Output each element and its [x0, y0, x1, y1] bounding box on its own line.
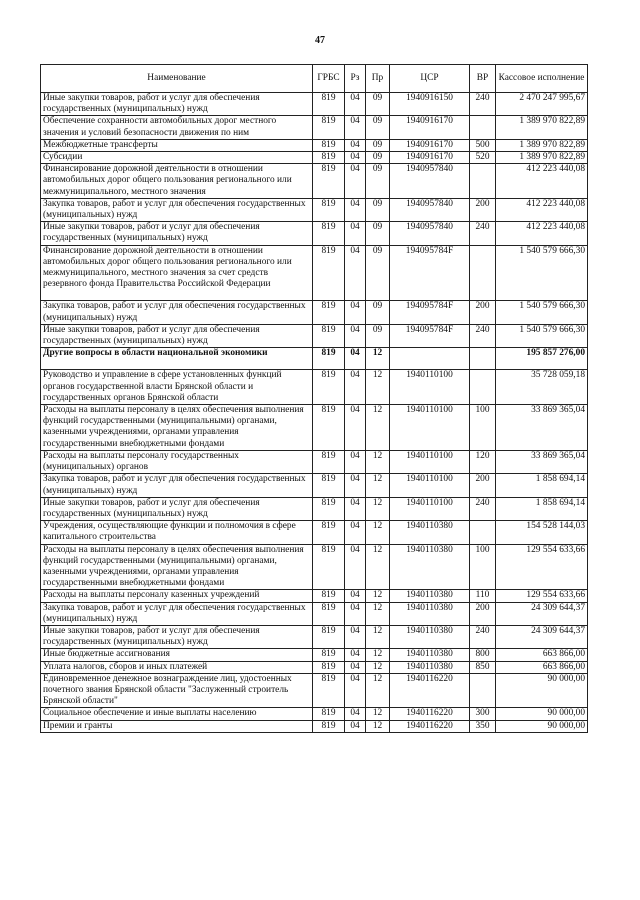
cell-grbs: 819 — [313, 405, 345, 451]
cell-name: Обеспечение сохранности автомобильных дорог местного значения и условий безопасности движения по ним — [41, 116, 313, 139]
cell-pr: 12 — [366, 544, 390, 590]
cell-csr: 194095784F — [390, 301, 470, 324]
cell-vr — [470, 164, 496, 199]
table-row — [41, 450, 588, 473]
cell-grbs: 819 — [313, 152, 345, 164]
cell-name: Расходы на выплаты персоналу казенных учреждений — [41, 590, 313, 602]
cell-csr: 194095784F — [390, 324, 470, 347]
table-row — [41, 521, 588, 544]
table-header-row — [41, 65, 588, 93]
cell-rz: 04 — [345, 673, 366, 708]
cell-amount: 1 389 970 822,89 — [496, 152, 588, 164]
cell-rz: 04 — [345, 497, 366, 520]
cell-amount: 90 000,00 — [496, 673, 588, 708]
cell-pr: 12 — [366, 450, 390, 473]
table-row — [41, 348, 588, 370]
header-name: Наименование — [41, 65, 313, 93]
cell-name: Уплата налогов, сборов и иных платежей — [41, 661, 313, 673]
cell-amount: 1 858 694,14 — [496, 474, 588, 497]
table-row — [41, 198, 588, 221]
cell-csr: 1940116220 — [390, 708, 470, 720]
cell-name: Социальное обеспечение и иные выплаты населению — [41, 708, 313, 720]
table-row — [41, 590, 588, 602]
cell-pr: 12 — [366, 474, 390, 497]
header-grbs: ГРБС — [313, 65, 345, 93]
cell-name: Иные закупки товаров, работ и услуг для обеспечения государственных (муниципальных) нужд — [41, 324, 313, 347]
table-row — [41, 139, 588, 151]
cell-pr: 12 — [366, 708, 390, 720]
cell-grbs: 819 — [313, 116, 345, 139]
table-row — [41, 720, 588, 732]
cell-pr: 09 — [366, 198, 390, 221]
cell-csr: 1940957840 — [390, 222, 470, 245]
cell-name: Расходы на выплаты персоналу в целях обеспечения выполнения функций государственными (муниципальными) органами, казенными учреждениями, органами управления государственными внебюджетными фондами — [41, 544, 313, 590]
cell-csr: 1940916170 — [390, 152, 470, 164]
cell-csr: 1940110380 — [390, 590, 470, 602]
cell-csr: 1940110100 — [390, 405, 470, 451]
cell-rz: 04 — [345, 521, 366, 544]
cell-rz: 04 — [345, 116, 366, 139]
table-row — [41, 649, 588, 661]
table-row — [41, 93, 588, 116]
cell-grbs: 819 — [313, 348, 345, 370]
cell-pr: 12 — [366, 673, 390, 708]
cell-name: Закупка товаров, работ и услуг для обеспечения государственных (муниципальных) нужд — [41, 474, 313, 497]
table-row — [41, 661, 588, 673]
cell-rz: 04 — [345, 222, 366, 245]
cell-csr: 1940110100 — [390, 370, 470, 405]
cell-rz: 04 — [345, 474, 366, 497]
header-pr: Пр — [366, 65, 390, 93]
cell-amount: 154 528 144,03 — [496, 521, 588, 544]
cell-amount: 90 000,00 — [496, 708, 588, 720]
header-amount: Кассовое исполнение — [496, 65, 588, 93]
table-row — [41, 673, 588, 708]
cell-rz: 04 — [345, 720, 366, 732]
cell-grbs: 819 — [313, 301, 345, 324]
cell-csr — [390, 348, 470, 370]
cell-csr: 1940116220 — [390, 673, 470, 708]
cell-amount: 24 309 644,37 — [496, 625, 588, 648]
cell-pr: 12 — [366, 590, 390, 602]
cell-vr: 850 — [470, 661, 496, 673]
cell-csr: 194095784F — [390, 245, 470, 301]
cell-rz: 04 — [345, 590, 366, 602]
cell-grbs: 819 — [313, 450, 345, 473]
cell-pr: 12 — [366, 625, 390, 648]
cell-amount: 663 866,00 — [496, 661, 588, 673]
cell-name: Иные бюджетные ассигнования — [41, 649, 313, 661]
cell-name: Закупка товаров, работ и услуг для обеспечения государственных (муниципальных) нужд — [41, 602, 313, 625]
cell-csr: 1940110100 — [390, 497, 470, 520]
cell-vr: 520 — [470, 152, 496, 164]
cell-grbs: 819 — [313, 164, 345, 199]
cell-vr: 500 — [470, 139, 496, 151]
cell-amount: 1 540 579 666,30 — [496, 301, 588, 324]
cell-pr: 12 — [366, 602, 390, 625]
cell-vr — [470, 370, 496, 405]
cell-name: Межбюджетные трансферты — [41, 139, 313, 151]
table-row — [41, 324, 588, 347]
cell-csr: 1940110380 — [390, 521, 470, 544]
cell-grbs: 819 — [313, 93, 345, 116]
cell-pr: 09 — [366, 116, 390, 139]
table-row — [41, 370, 588, 405]
cell-csr: 1940110100 — [390, 450, 470, 473]
cell-vr: 300 — [470, 708, 496, 720]
cell-rz: 04 — [345, 625, 366, 648]
cell-vr: 200 — [470, 301, 496, 324]
cell-vr: 200 — [470, 198, 496, 221]
cell-rz: 04 — [345, 245, 366, 301]
cell-csr: 1940110100 — [390, 474, 470, 497]
cell-pr: 12 — [366, 348, 390, 370]
table-row — [41, 301, 588, 324]
table-row — [41, 708, 588, 720]
cell-grbs: 819 — [313, 625, 345, 648]
cell-rz: 04 — [345, 370, 366, 405]
cell-rz: 04 — [345, 324, 366, 347]
cell-amount: 1 540 579 666,30 — [496, 324, 588, 347]
cell-rz: 04 — [345, 708, 366, 720]
cell-rz: 04 — [345, 301, 366, 324]
cell-vr — [470, 245, 496, 301]
cell-vr — [470, 348, 496, 370]
cell-name: Учреждения, осуществляющие функции и полномочия в сфере капитального строительства — [41, 521, 313, 544]
cell-grbs: 819 — [313, 708, 345, 720]
table-row — [41, 625, 588, 648]
cell-amount: 1 540 579 666,30 — [496, 245, 588, 301]
cell-pr: 12 — [366, 370, 390, 405]
table-row — [41, 116, 588, 139]
cell-grbs: 819 — [313, 649, 345, 661]
cell-pr: 09 — [366, 301, 390, 324]
cell-amount: 24 309 644,37 — [496, 602, 588, 625]
table-row — [41, 245, 588, 301]
cell-vr — [470, 521, 496, 544]
cell-vr: 200 — [470, 602, 496, 625]
cell-pr: 12 — [366, 497, 390, 520]
header-vr: ВР — [470, 65, 496, 93]
cell-amount: 412 223 440,08 — [496, 164, 588, 199]
cell-amount: 35 728 059,18 — [496, 370, 588, 405]
cell-csr: 1940916170 — [390, 139, 470, 151]
cell-grbs: 819 — [313, 720, 345, 732]
cell-rz: 04 — [345, 198, 366, 221]
cell-pr: 12 — [366, 661, 390, 673]
cell-rz: 04 — [345, 405, 366, 451]
cell-amount: 129 554 633,66 — [496, 544, 588, 590]
cell-amount: 129 554 633,66 — [496, 590, 588, 602]
cell-grbs: 819 — [313, 521, 345, 544]
cell-grbs: 819 — [313, 222, 345, 245]
budget-table — [40, 64, 588, 733]
cell-amount: 33 869 365,04 — [496, 450, 588, 473]
cell-rz: 04 — [345, 661, 366, 673]
cell-amount: 195 857 276,00 — [496, 348, 588, 370]
cell-csr: 1940110380 — [390, 625, 470, 648]
cell-amount: 33 869 365,04 — [496, 405, 588, 451]
cell-grbs: 819 — [313, 544, 345, 590]
cell-name: Другие вопросы в области национальной экономики — [41, 348, 313, 370]
cell-name: Расходы на выплаты персоналу государственных (муниципальных) органов — [41, 450, 313, 473]
cell-amount: 412 223 440,08 — [496, 198, 588, 221]
cell-name: Финансирование дорожной деятельности в отношении автомобильных дорог общего пользования регионального или межмуниципального, местного значения за счет средств резервного фонда Правительства Российской Федерации — [41, 245, 313, 301]
cell-grbs: 819 — [313, 474, 345, 497]
cell-amount: 412 223 440,08 — [496, 222, 588, 245]
cell-vr: 100 — [470, 405, 496, 451]
cell-grbs: 819 — [313, 245, 345, 301]
cell-grbs: 819 — [313, 673, 345, 708]
cell-rz: 04 — [345, 544, 366, 590]
table-row — [41, 497, 588, 520]
table-row — [41, 222, 588, 245]
cell-rz: 04 — [345, 450, 366, 473]
table-row — [41, 602, 588, 625]
cell-rz: 04 — [345, 164, 366, 199]
cell-vr: 240 — [470, 497, 496, 520]
cell-csr: 1940110380 — [390, 649, 470, 661]
cell-vr: 240 — [470, 93, 496, 116]
cell-name: Руководство и управление в сфере установленных функций органов государственной власти Брянской области и государственных органов Брянской области — [41, 370, 313, 405]
cell-pr: 09 — [366, 245, 390, 301]
cell-pr: 12 — [366, 405, 390, 451]
header-csr: ЦСР — [390, 65, 470, 93]
cell-vr: 200 — [470, 474, 496, 497]
cell-csr: 1940957840 — [390, 198, 470, 221]
cell-pr: 09 — [366, 222, 390, 245]
cell-csr: 1940916150 — [390, 93, 470, 116]
cell-vr: 240 — [470, 324, 496, 347]
cell-amount: 1 389 970 822,89 — [496, 139, 588, 151]
table-row — [41, 164, 588, 199]
cell-pr: 12 — [366, 720, 390, 732]
cell-pr: 09 — [366, 139, 390, 151]
cell-csr: 1940110380 — [390, 602, 470, 625]
cell-pr: 09 — [366, 164, 390, 199]
cell-rz: 04 — [345, 602, 366, 625]
cell-amount: 663 866,00 — [496, 649, 588, 661]
cell-name: Иные закупки товаров, работ и услуг для обеспечения государственных (муниципальных) нужд — [41, 625, 313, 648]
cell-grbs: 819 — [313, 602, 345, 625]
cell-csr: 1940110380 — [390, 661, 470, 673]
cell-name: Иные закупки товаров, работ и услуг для обеспечения государственных (муниципальных) нужд — [41, 93, 313, 116]
cell-grbs: 819 — [313, 198, 345, 221]
cell-grbs: 819 — [313, 661, 345, 673]
cell-name: Премии и гранты — [41, 720, 313, 732]
cell-vr: 240 — [470, 222, 496, 245]
cell-name: Закупка товаров, работ и услуг для обеспечения государственных (муниципальных) нужд — [41, 198, 313, 221]
cell-grbs: 819 — [313, 497, 345, 520]
cell-name: Единовременное денежное вознаграждение лиц, удостоенных почетного звания Брянской области "Заслуженный строитель Брянской области" — [41, 673, 313, 708]
cell-name: Закупка товаров, работ и услуг для обеспечения государственных (муниципальных) нужд — [41, 301, 313, 324]
cell-grbs: 819 — [313, 590, 345, 602]
cell-name: Субсидии — [41, 152, 313, 164]
cell-vr: 120 — [470, 450, 496, 473]
cell-vr — [470, 673, 496, 708]
table-row — [41, 474, 588, 497]
cell-vr: 350 — [470, 720, 496, 732]
page-number: 47 — [315, 35, 325, 46]
cell-name: Финансирование дорожной деятельности в отношении автомобильных дорог общего пользования регионального или межмуниципального, местного значения — [41, 164, 313, 199]
cell-grbs: 819 — [313, 324, 345, 347]
cell-rz: 04 — [345, 93, 366, 116]
cell-vr: 110 — [470, 590, 496, 602]
cell-pr: 09 — [366, 324, 390, 347]
cell-vr: 800 — [470, 649, 496, 661]
header-rz: Рз — [345, 65, 366, 93]
cell-csr: 1940110380 — [390, 544, 470, 590]
cell-grbs: 819 — [313, 370, 345, 405]
cell-pr: 12 — [366, 649, 390, 661]
cell-amount: 1 858 694,14 — [496, 497, 588, 520]
table-row — [41, 152, 588, 164]
cell-vr: 100 — [470, 544, 496, 590]
cell-csr: 1940916170 — [390, 116, 470, 139]
cell-pr: 12 — [366, 521, 390, 544]
cell-pr: 09 — [366, 152, 390, 164]
cell-rz: 04 — [345, 139, 366, 151]
table-body — [41, 93, 588, 733]
cell-amount: 90 000,00 — [496, 720, 588, 732]
cell-csr: 1940116220 — [390, 720, 470, 732]
table-row — [41, 544, 588, 590]
cell-vr: 240 — [470, 625, 496, 648]
cell-amount: 2 470 247 995,67 — [496, 93, 588, 116]
cell-rz: 04 — [345, 152, 366, 164]
cell-vr — [470, 116, 496, 139]
cell-amount: 1 389 970 822,89 — [496, 116, 588, 139]
cell-name: Расходы на выплаты персоналу в целях обеспечения выполнения функций государственными (муниципальными) органами, казенными учреждениями, органами управления государственными внебюджетными фондами — [41, 405, 313, 451]
table-row — [41, 405, 588, 451]
cell-name: Иные закупки товаров, работ и услуг для обеспечения государственных (муниципальных) нужд — [41, 497, 313, 520]
cell-pr: 09 — [366, 93, 390, 116]
cell-rz: 04 — [345, 348, 366, 370]
cell-csr: 1940957840 — [390, 164, 470, 199]
cell-name: Иные закупки товаров, работ и услуг для обеспечения государственных (муниципальных) нужд — [41, 222, 313, 245]
cell-rz: 04 — [345, 649, 366, 661]
cell-grbs: 819 — [313, 139, 345, 151]
